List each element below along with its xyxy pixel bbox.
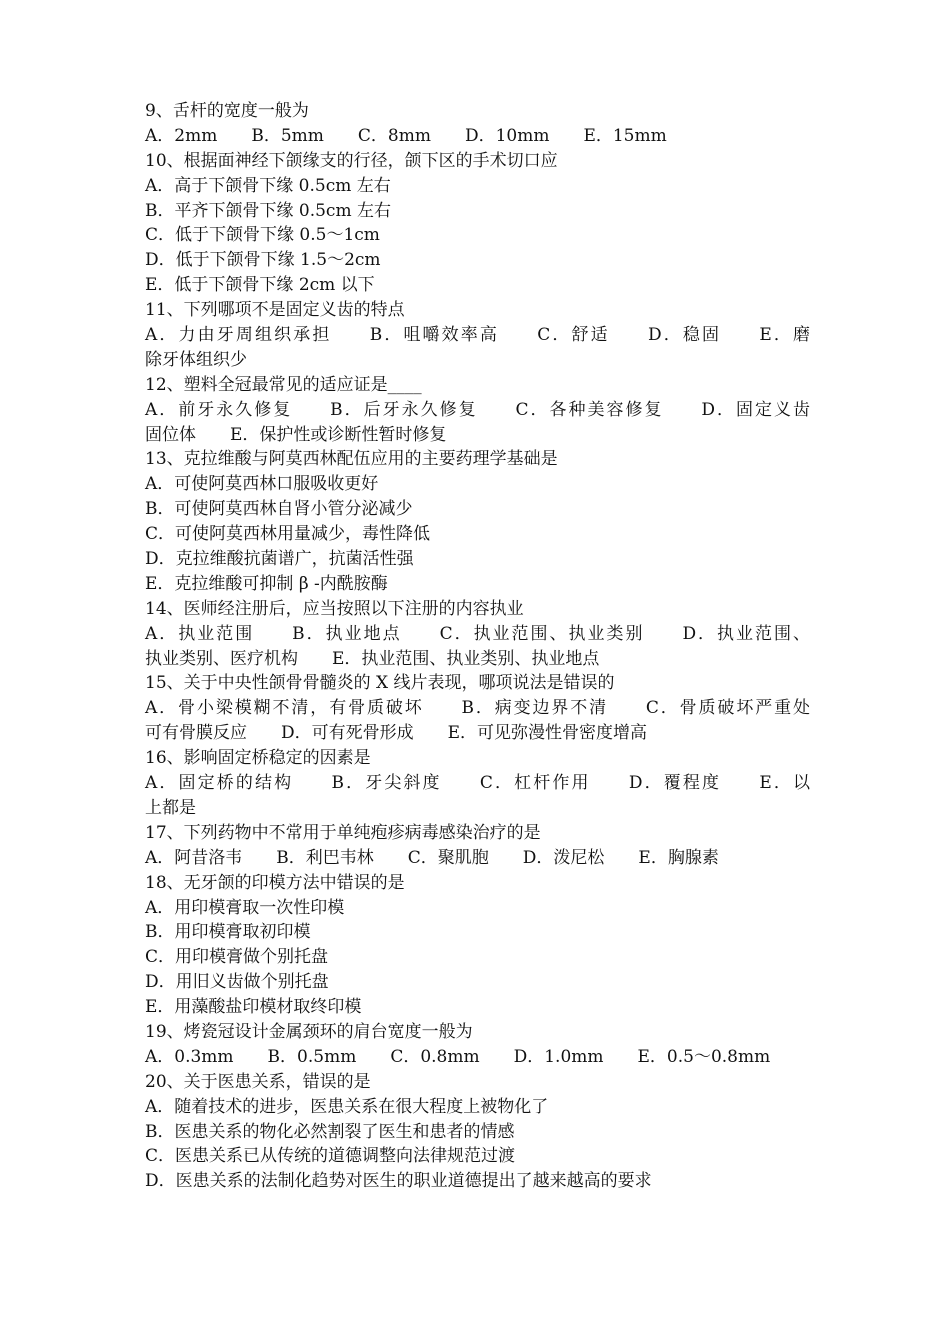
question-19-options: A．0.3mm B．0.5mm C．0.8mm D．1.0mm E．0.5～0.8mm xyxy=(145,1046,771,1067)
question-13-option-e: E．克拉维酸可抑制 β -内酰胺酶 xyxy=(145,573,388,594)
question-17-options: A．阿昔洛韦 B．利巴韦林 C．聚肌胞 D．泼尼松 E．胸腺素 xyxy=(145,847,719,868)
question-14-options-continued: 执业类别、医疗机构 E．执业范围、执业类别、执业地点 xyxy=(145,648,600,669)
question-16-stem: 16、影响固定桥稳定的因素是 xyxy=(145,748,371,769)
question-12-options-continued: 固位体 E．保护性或诊断性暂时修复 xyxy=(145,424,447,445)
question-10-stem: 10、根据面神经下颌缘支的行径，颌下区的手术切口应 xyxy=(145,150,558,171)
question-17-stem: 17、下列药物中不常用于单纯疱疹病毒感染治疗的是 xyxy=(145,822,541,843)
question-12-options: A．前牙永久修复 B．后牙永久修复 C．各种美容修复 D．固定义齿 xyxy=(145,399,810,420)
question-10-option-a: A．高于下颌骨下缘 0.5cm 左右 xyxy=(145,175,391,196)
question-18-option-d: D．用旧义齿做个别托盘 xyxy=(145,972,329,993)
question-15-stem: 15、关于中央性颌骨骨髓炎的 X 线片表现，哪项说法是错误的 xyxy=(145,673,615,694)
question-15-options: A．骨小梁模糊不清，有骨质破坏 B．病变边界不清 C．骨质破坏严重处 xyxy=(145,698,810,719)
question-18-option-c: C．用印模膏做个别托盘 xyxy=(145,947,329,968)
question-19-stem: 19、烤瓷冠设计金属颈环的肩台宽度一般为 xyxy=(145,1021,473,1042)
question-10-option-e: E．低于下颌骨下缘 2cm 以下 xyxy=(145,275,375,296)
question-18-stem: 18、无牙颌的印模方法中错误的是 xyxy=(145,872,405,893)
question-text-body xyxy=(145,99,810,1194)
question-9-options: A．2mm B．5mm C．8mm D．10mm E．15mm xyxy=(145,125,667,146)
question-13-option-a: A．可使阿莫西林口服吸收更好 xyxy=(145,474,379,495)
question-18-option-a: A．用印模膏取一次性印模 xyxy=(145,897,345,918)
question-11-stem: 11、下列哪项不是固定义齿的特点 xyxy=(145,300,405,321)
question-10-option-d: D．低于下颌骨下缘 1.5～2cm xyxy=(145,250,381,271)
question-12-stem: 12、塑料全冠最常见的适应证是____ xyxy=(145,374,422,395)
question-18-option-b: B．用印模膏取初印模 xyxy=(145,922,311,943)
question-20-option-c: C．医患关系已从传统的道德调整向法律规范过渡 xyxy=(145,1146,516,1167)
question-13-stem: 13、克拉维酸与阿莫西林配伍应用的主要药理学基础是 xyxy=(145,449,558,470)
question-20-stem: 20、关于医患关系，错误的是 xyxy=(145,1071,371,1092)
question-20-option-d: D．医患关系的法制化趋势对医生的职业道德提出了越来越高的要求 xyxy=(145,1171,652,1192)
question-10-option-b: B．平齐下颌骨下缘 0.5cm 左右 xyxy=(145,200,391,221)
question-9-stem: 9、舌杆的宽度一般为 xyxy=(145,101,309,121)
question-14-stem: 14、医师经注册后，应当按照以下注册的内容执业 xyxy=(145,598,524,619)
question-11-options-continued: 除牙体组织少 xyxy=(145,349,247,370)
question-18-option-e: E．用藻酸盐印模材取终印模 xyxy=(145,997,362,1018)
question-16-options: A．固定桥的结构 B．牙尖斜度 C．杠杆作用 D．覆程度 E．以 xyxy=(145,773,810,794)
question-14-options: A．执业范围 B．执业地点 C．执业范围、执业类别 D．执业范围、 xyxy=(145,623,810,644)
question-13-option-b: B．可使阿莫西林自肾小管分泌减少 xyxy=(145,499,413,520)
question-16-options-continued: 上都是 xyxy=(145,797,196,818)
question-15-options-continued: 可有骨膜反应 D．可有死骨形成 E．可见弥漫性骨密度增高 xyxy=(145,723,648,744)
question-10-option-c: C．低于下颌骨下缘 0.5～1cm xyxy=(145,225,380,246)
question-20-option-b: B．医患关系的物化必然割裂了医生和患者的情感 xyxy=(145,1121,515,1142)
question-13-option-d: D．克拉维酸抗菌谱广，抗菌活性强 xyxy=(145,549,414,570)
question-11-options: A．力由牙周组织承担 B．咀嚼效率高 C．舒适 D．稳固 E．磨 xyxy=(145,325,810,346)
question-20-option-a: A．随着技术的进步，医患关系在很大程度上被物化了 xyxy=(145,1096,549,1117)
question-13-option-c: C．可使阿莫西林用量减少，毒性降低 xyxy=(145,524,431,545)
